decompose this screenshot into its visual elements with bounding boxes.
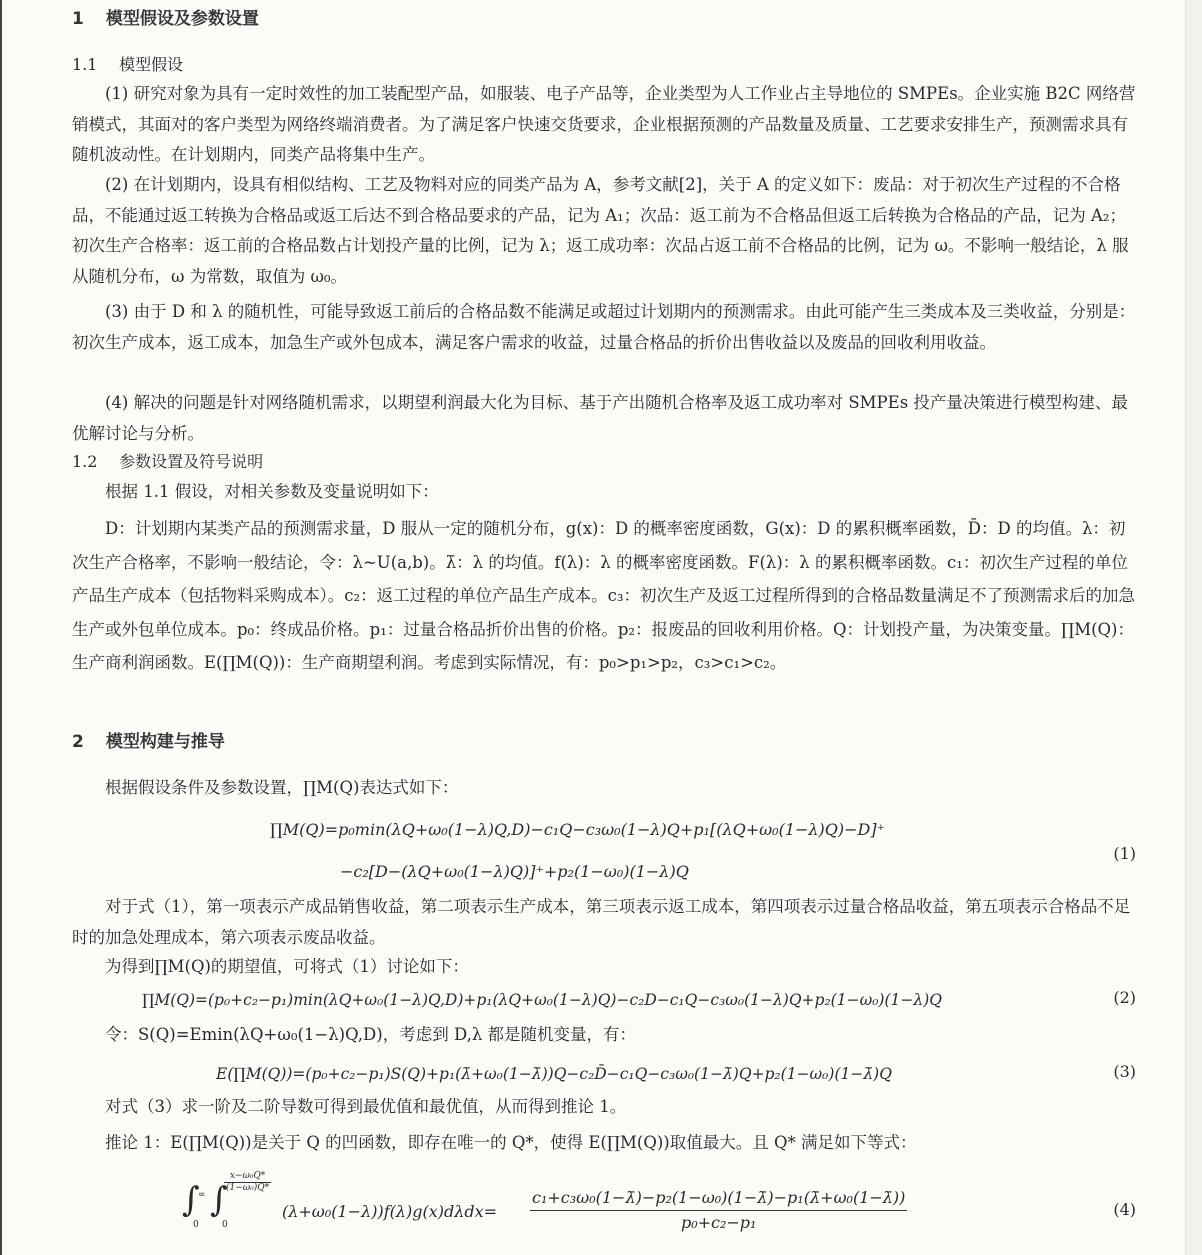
page-left-edge xyxy=(0,0,2,1255)
equation-4-number: (4) xyxy=(1113,1200,1136,1219)
equation-3-number: (3) xyxy=(1113,1062,1136,1081)
section-1-title: 模型假设及参数设置 xyxy=(105,9,259,29)
assumption-2-paragraph: (2) 在计划期内，设具有相似结构、工艺及物料对应的同类产品为 A，参考文献[2]，关于 A 的定义如下：废品：对于初次生产过程的不合格品，不能通过返工转换为合格品或返工后达不到合格品要求的产品，记为 A₁；次品：返工前为不合格品但返工后转换为合格品的产品，记为 A₂；初次生产合格率：返工前的合格品数占计划投产量的比例，记为 λ；返工成功率：次品占返工前不合格品的比例，记为 ω。不影响一般结论，λ 服从随机分布，ω 为常数，取值为 ω₀。 xyxy=(72,175,1129,286)
section-2-heading xyxy=(72,727,1138,758)
section-2-title: 模型构建与推导 xyxy=(105,732,225,752)
inner-integral-sign: ∫ xyxy=(210,1180,228,1220)
equation-4-integrand: (λ+ω₀(1−λ))f(λ)g(x)dλdx= xyxy=(282,1202,498,1221)
equation-1-line-1: ∏M(Q)=p₀min(λQ+ω₀(1−λ)Q,D)−c₁Q−c₃ω₀(1−λ)Q+p₁[(λQ+ω₀(1−λ)Q)−D]⁺ xyxy=(270,820,886,839)
inner-upper-denominator: (1−ω₀)Q* xyxy=(226,1183,270,1193)
equation-1-line-2: −c₂[D−(λQ+ω₀(1−λ)Q)]⁺+p₂(1−ω₀)(1−λ)Q xyxy=(340,862,689,881)
section-1-heading xyxy=(72,4,1138,35)
outer-integral-upper: ∞ xyxy=(198,1190,206,1200)
equation-3: E(∏M(Q))=(p₀+c₂−p₁)S(Q)+p₁(λ̄+ω₀(1−λ̄))Q−c₂D̄−c₁Q−c₃ω₀(1−λ̄)Q+p₂(1−ω₀)(1−λ̄)Q xyxy=(216,1065,892,1083)
outer-integral-sign: ∫ xyxy=(182,1180,200,1220)
assumption-3-paragraph: (3) 由于 D 和 λ 的随机性，可能导致返工前后的合格品数不能满足或超过计划期内的预测需求。由此可能产生三类成本及三类收益，分别是：初次生产成本，返工成本，加急生产或外包成本，满足客户需求的收益，过量合格品的折价出售收益以及废品的回收利用收益。 xyxy=(72,302,1136,352)
page-right-margin xyxy=(1185,0,1202,1255)
expectation-intro: 为得到∏M(Q)的期望值，可将式（1）讨论如下： xyxy=(105,957,469,976)
section-2-number: 2 xyxy=(72,732,84,752)
assumption-4-paragraph: (4) 解决的问题是针对网络随机需求，以期望利润最大化为目标、基于产出随机合格率及返工成功率对 SMPEs 投产量决策进行模型构建、最优解讨论与分析。 xyxy=(72,393,1128,443)
section-1-1-title: 模型假设 xyxy=(119,55,184,74)
inner-integral-lower: 0 xyxy=(222,1220,228,1230)
section-1-number: 1 xyxy=(72,9,84,29)
equation-1-explanation: 对于式（1），第一项表示产成品销售收益，第二项表示生产成本，第三项表示返工成本，第四项表示过量合格品收益，第五项表示合格品不足时的加急处理成本，第六项表示废品收益。 xyxy=(72,897,1131,947)
equation-2-number: (2) xyxy=(1113,988,1136,1007)
parameter-intro-paragraph: 根据 1.1 假设，对相关参数及变量说明如下： xyxy=(105,482,439,501)
section-1-2-title: 参数设置及符号说明 xyxy=(119,452,264,471)
outer-integral-lower: 0 xyxy=(193,1220,199,1230)
inner-integral-upper xyxy=(224,1171,271,1194)
parameter-definitions-paragraph: D：计划期内某类产品的预测需求量，D 服从一定的随机分布，g(x)：D 的概率密度函数，G(x)：D 的累积概率函数，D̄：D 的均值。λ：初次生产合格率，不影响一般结论，令：λ~U(a,b)。λ̄：λ 的均值。f(λ)：λ 的概率密度函数。F(λ)：λ 的累积概率函数。c₁：初次生产过程的单位产品生产成本（包括物料采购成本）。c₂：返工过程的单位产品生产成本。c₃：初次生产及返工过程所得到的合格品数量满足不了预测需求后的加急生产或外包单位成本。p₀：终成品价格。p₁：过量合格品折价出售的价格。p₂：报废品的回收利用价格。Q：计划投产量，为决策变量。∏M(Q)：生产商利润函数。E(∏M(Q))：生产商期望利润。考虑到实际情况，有：p₀>p₁>p₂，c₃>c₁>c₂。 xyxy=(72,519,1135,672)
s-q-definition: 令：S(Q)=Emin(λQ+ω₀(1−λ)Q,D)，考虑到 D,λ 都是随机变量，有： xyxy=(105,1025,637,1044)
equation-4-rhs-denominator: p₀+c₂−p₁ xyxy=(680,1213,757,1232)
corollary-1-statement: 推论 1：E(∏M(Q))是关于 Q 的凹函数，即存在唯一的 Q*，使得 E(∏M(Q))取值最大。且 Q* 满足如下等式： xyxy=(105,1133,917,1152)
profit-expression-intro: 根据假设条件及参数设置，∏M(Q)表达式如下： xyxy=(105,778,459,797)
equation-4-rhs xyxy=(530,1186,907,1235)
equation-2: ∏M(Q)=(p₀+c₂−p₁)min(λQ+ω₀(1−λ)Q,D)+p₁(λQ+ω₀(1−λ)Q)−c₂D−c₁Q−c₃ω₀(1−λ)Q+p₂(1−ω₀)(1−λ)Q xyxy=(142,991,942,1009)
section-1-2-heading xyxy=(72,447,1138,478)
derivative-note: 对式（3）求一阶及二阶导数可得到最优值和最优值，从而得到推论 1。 xyxy=(105,1097,627,1116)
section-1-1-number: 1.1 xyxy=(72,55,98,74)
section-1-2-number: 1.2 xyxy=(72,452,98,471)
equation-1-number: (1) xyxy=(1113,844,1136,863)
assumption-1-paragraph: (1) 研究对象为具有一定时效性的加工装配型产品，如服装、电子产品等，企业类型为人工作业占主导地位的 SMPEs。企业实施 B2C 网络营销模式，其面对的客户类型为网络终端消费者。为了满足客户快速交货要求，企业根据预测的产品数量及质量、工艺要求安排生产，预测需求具有随机波动性。在计划期内，同类产品将集中生产。 xyxy=(72,84,1136,164)
inner-upper-numerator: x−ω₀Q* xyxy=(224,1171,271,1183)
equation-4-rhs-numerator: c₁+c₃ω₀(1−λ̄)−p₂(1−ω₀)(1−λ̄)−p₁(λ̄+ω₀(1−λ̄)) xyxy=(530,1186,907,1211)
section-1-1-heading xyxy=(72,50,1138,81)
